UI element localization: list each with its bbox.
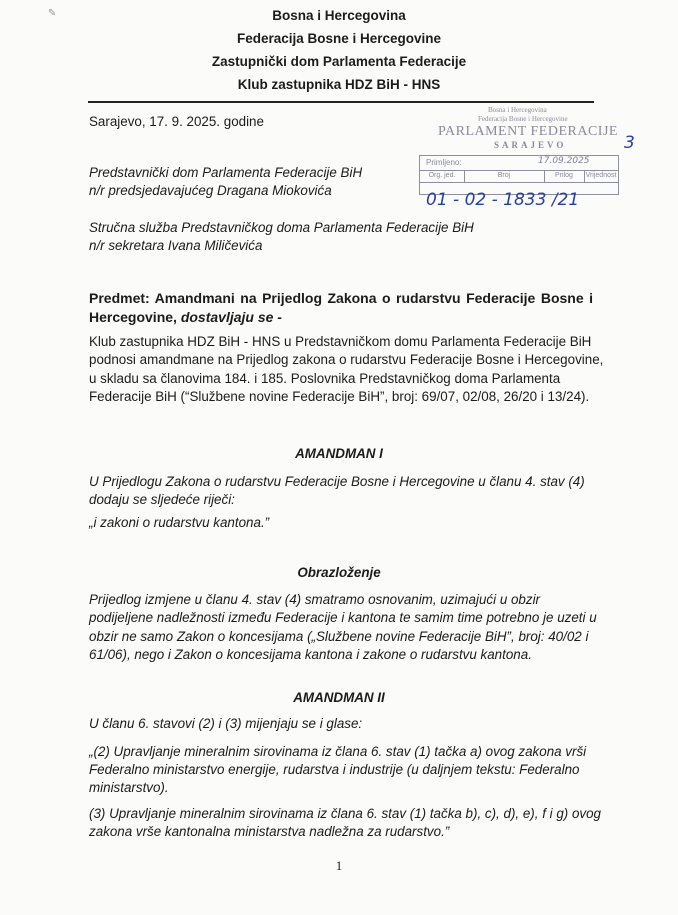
stamp-col-attachment: Prilog (544, 170, 585, 182)
header-house: Zastupnički dom Parlamenta Federacije (211, 54, 467, 69)
stamp-col-value: Vrijednost (585, 172, 617, 179)
header-club: Klub zastupnika HDZ BiH - HNS (237, 77, 441, 92)
amendment1-line-2: dodaju se sljedeće riječi: (89, 492, 235, 507)
stamp-hand-date: 17.09.2025 (538, 156, 590, 166)
subject-tail: dostavljaju se - (180, 309, 282, 325)
amendment2-title: AMANDMAN II (293, 690, 385, 705)
recipient1-line2: n/r predsjedavajućeg Dragana Miokovića (89, 183, 332, 198)
explanation-line-3: obzir ne samo Zakon o koncesijama („Službene novine Federacije BiH”, broj: 40/02 i (89, 629, 589, 644)
intro-line-2: podnosi amandmane na Prijedlog zakona o rudarstvu Federacije Bosne i Hercegovine, (89, 352, 604, 367)
stamp-col-number: Broj (464, 170, 545, 182)
stamp-hand-number: 01 - 02 - 1833 /21 (426, 190, 580, 210)
stamp-small-line1: Bosna i Hercegovina (488, 106, 547, 114)
intro-line-1: Klub zastupnika HDZ BiH - HNS u Predstavničkom domu Parlamenta Federacije BiH (89, 334, 592, 349)
header-divider (88, 101, 594, 103)
stamp-city: SARAJEVO (494, 140, 567, 150)
recipient2-line1: Stručna služba Predstavničkog doma Parlamenta Federacije BiH (89, 220, 474, 235)
intro-line-4: Federacije BiH (“Službene novine Federacije BiH”, broj: 69/07, 02/08, 26/20 i 13/24). (89, 389, 590, 404)
amendment2-intro: U članu 6. stavovi (2) i (3) mijenjaju se i glase: (89, 716, 363, 731)
amendment1-title: AMANDMAN I (295, 446, 383, 461)
amendment2-p2-line-3: ministarstvo). (89, 780, 169, 795)
explanation-title: Obrazloženje (297, 565, 381, 580)
stamp-hand-copies: 3 (624, 133, 635, 153)
amendment2-p2-line-1: „(2) Upravljanje mineralnim sirovinama iz člana 6. stav (1) tačka a) ovog zakona vrši (89, 744, 587, 759)
subject-block (89, 289, 593, 327)
date-line: Sarajevo, 17. 9. 2025. godine (89, 114, 264, 129)
explanation-line-1: Prijedlog izmjene u članu 4. stav (4) smatramo osnovanim, uzimajući u obzir (89, 592, 541, 607)
stamp-col-org: Org. jed. (420, 170, 465, 182)
stamp-title: PARLAMENT FEDERACIJE (438, 124, 618, 139)
recipient1-line1: Predstavnički dom Parlamenta Federacije BiH (89, 165, 363, 180)
explanation-line-4: 61/06), nego i Zakon o koncesijama kantona i zakone o rudarstvu kantona. (89, 647, 532, 662)
subject-text: Amandmani na Prijedlog Zakona o rudarstvu Federacije Bosne i Hercegovine, (89, 290, 593, 325)
page-number: 1 (335, 858, 343, 873)
amendment1-line-1: U Prijedlogu Zakona o rudarstvu Federacije Bosne i Hercegovine u članu 4. stav (4) (89, 474, 585, 489)
scan-mark-icon: ✎ (48, 8, 57, 19)
intro-line-3: u skladu sa članovima 184. i 185. Poslovnika Predstavničkog doma Parlamenta (89, 371, 561, 386)
amendment1-quote: „i zakoni o rudarstvu kantona.” (89, 515, 270, 530)
header-federation: Federacija Bosne i Hercegovine (236, 31, 442, 46)
amendment2-p2-line-2: Federalno ministarstvo energije, rudarstva i industrije (u daljnjem tekstu: Federalno (89, 762, 580, 777)
subject-label: Predmet: (89, 290, 150, 306)
stamp-small-line2: Federacija Bosne i Hercegovine (478, 115, 568, 123)
header-country: Bosna i Hercegovina (272, 8, 406, 23)
explanation-line-2: podijeljene nadležnosti između Federacije i kantona te samim time potrebno je uzeti u (89, 610, 597, 625)
stamp-received-label: Primljeno: (426, 158, 462, 167)
registry-stamp (419, 155, 619, 195)
stamp-columns-row (420, 170, 618, 183)
amendment2-p3-line-1: (3) Upravljanje mineralnim sirovinama iz člana 6. stav (1) tačka b), c), d), e), f i g) ovog (89, 806, 601, 821)
stamp-received-row (420, 156, 618, 171)
amendment2-p3-line-2: zakona vrše kantonalna ministarstva nadležna za rudarstvo.” (89, 824, 450, 839)
recipient2-line2: n/r sekretara Ivana Miličevića (89, 238, 263, 253)
